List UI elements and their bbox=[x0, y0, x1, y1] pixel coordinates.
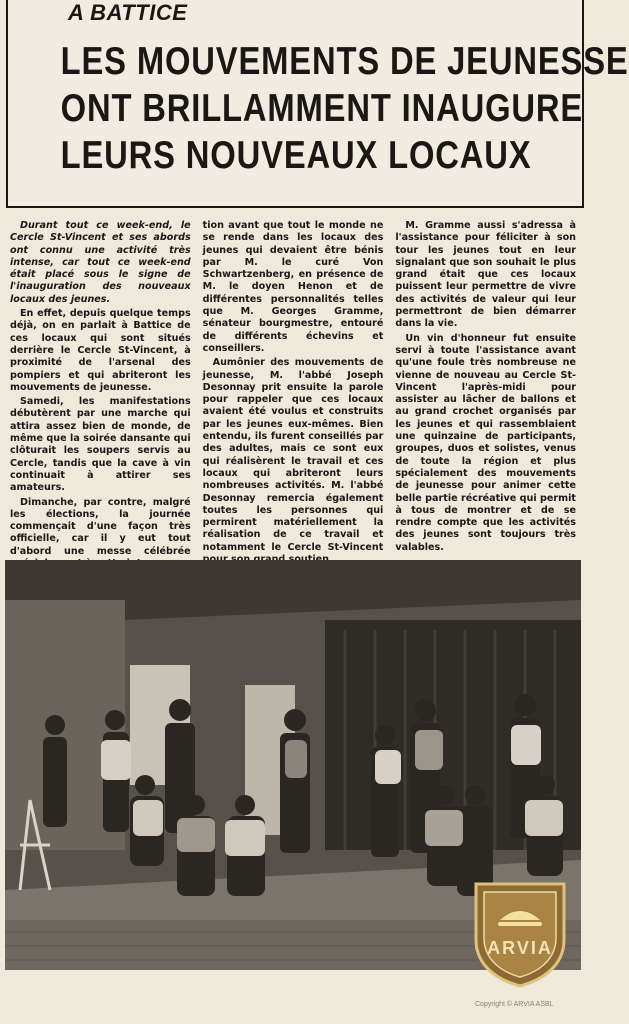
headline-box bbox=[6, 0, 629, 208]
paragraph: Dimanche, par contre, malgré les élections, la journée commençait d'une façon très officielle, car il y eut tout d'abord une messe célébrée bbox=[10, 496, 191, 557]
column-1 bbox=[10, 220, 191, 557]
headline-line: LEURS NOUVEAUX LOCAUX bbox=[60, 134, 532, 177]
paragraph: Durant tout ce week-end, le Cercle St-Vincent et ses abords ont connu une activité très intense, car tout ce week-end était placé sous le signe de l'inauguration des nouveaux locaux des jeunes. bbox=[10, 220, 191, 305]
paragraph: Un vin d'honneur fut ensuite servi à toute l'assistance avant qu'une foule très nombreuse ne vienne de nouveau au Cercle St-Vincent l'après-midi pour assister au lâcher de ballons et au grand crochet organisés par les jeunes et qui rassemblaient une quinzaine de participants, groupes, duos et solistes, venus de toute la région et plus spécialement des mouvements de jeunesse pour animer cette belle partie récréative qui permit à tous de montrer et de se rendre compte que les activités des jeunes sont toujours très valables. bbox=[395, 332, 577, 553]
paragraph: Aumônier des mouvements de jeunesse, M. l'abbé Joseph Desonnay prit ensuite la parole pour rappeler que ces locaux avaient été voulus et construits par les jeunes eux-mêmes. Bien entendu, ils furent conseillés par des adultes, mais ce sont eux qui réalisèrent le travail et ces locaux qui abriteront leurs nombreuses activités. M. l'abbé Desonnay remercia également toutes les personnes qui permirent matériellement la réalisation de ce travail et notamment le Cercle St-Vincent bbox=[202, 357, 384, 553]
arvia-logo bbox=[472, 880, 568, 988]
column-2 bbox=[202, 220, 384, 553]
kicker: A BATTICE bbox=[68, 0, 188, 25]
paragraph: tion avant que tout le monde ne se rende dans les locaux des jeunes qui devaient être bénis par M. le curé Von Schwartzenberg, en présence de M. le doyen Henon et de différentes personnalités telles que M. Georges Gramme, sénateur bourgmestre, entouré de différents échevins et conseillers. bbox=[202, 220, 384, 354]
headline-line: LES MOUVEMENTS DE JEUNESSE bbox=[60, 40, 629, 83]
article-body bbox=[10, 220, 577, 557]
logo-text: ARVIA bbox=[487, 938, 553, 958]
headline-line: ONT BRILLAMMENT INAUGURE bbox=[60, 87, 584, 130]
copyright-text: Copyright © ARVIA ASBL bbox=[475, 1001, 554, 1008]
paragraph: En effet, depuis quelque temps déjà, on en parlait à Battice de ces locaux qui sont situés derrière le Cercle St-Vincent, à proximité de l'arsenal des pompiers et qui abriteront les mouvements de jeunesse. bbox=[10, 308, 191, 393]
headline bbox=[60, 38, 629, 179]
paragraph: Samedi, les manifestations débutèrent par une marche qui attira assez bien de monde, de même que la soirée dansante qui clôturait les soupers servis au Cercle, tandis que la cave à vin continuait à attirer ses amateurs. bbox=[10, 396, 191, 494]
paragraph: M. Gramme aussi s'adressa à l'assistance pour féliciter à son tour les jeunes tout en leur signalant que son souhait le plus grand était que ces locaux puissent leur permettre de vivre des activités de valeur qui leur permettront de bien démarrer dans la vie. bbox=[395, 220, 577, 330]
column-3 bbox=[395, 220, 577, 553]
